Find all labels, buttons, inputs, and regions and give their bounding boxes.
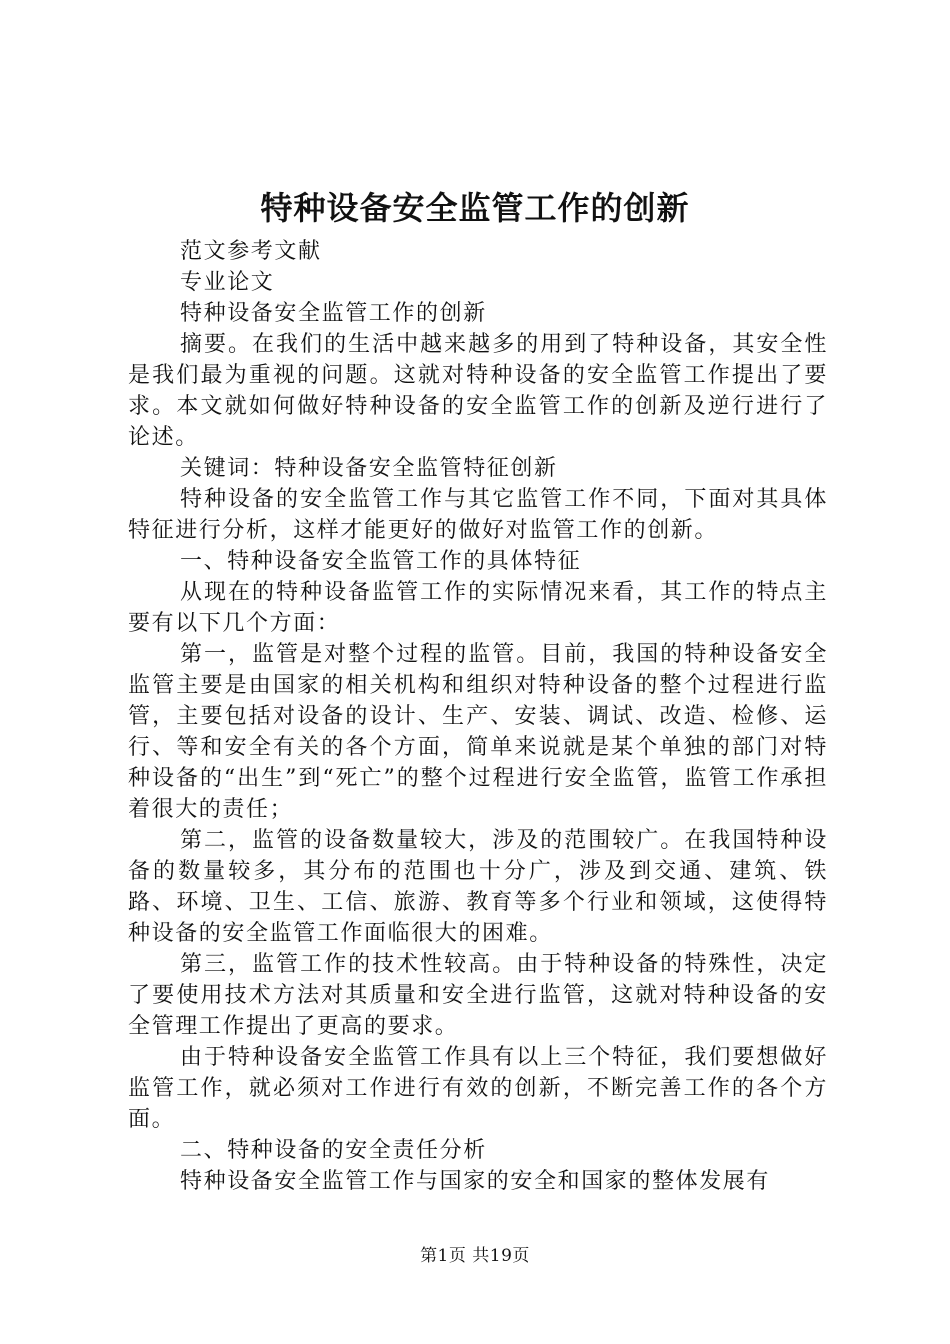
paragraph: 特种设备安全监管工作与国家的安全和国家的整体发展有	[180, 1169, 771, 1194]
paragraph: 从现在的特种设备监管工作的实际情况来看，其工作的特点主要有以下几个方面：	[128, 580, 828, 636]
paragraph: 由于特种设备安全监管工作具有以上三个特征，我们要想做好监管工作，就必须对工作进行有效的创新，不断完善工作的各个方面。	[128, 1045, 828, 1132]
section-heading: 一、特种设备安全监管工作的具体特征	[180, 549, 582, 574]
paragraph: 第二，监管的设备数量较大，涉及的范围较广。在我国特种设备的数量较多，其分布的范围也十分广，涉及到交通、建筑、铁路、环境、卫生、工信、旅游、教育等多个行业和领域，这使得特种设备的安全监管工作面临很大的困难。	[128, 828, 828, 946]
paragraph: 范文参考文献	[180, 239, 322, 264]
abstract-paragraph: 摘要。在我们的生活中越来越多的用到了特种设备，其安全性是我们最为重视的问题。这就对特种设备的安全监管工作提出了要求。本文就如何做好特种设备的安全监管工作的创新及逆行进行了论述。	[128, 332, 828, 450]
paragraph: 第一，监管是对整个过程的监管。目前，我国的特种设备安全监管主要是由国家的相关机构和组织对特种设备的整个过程进行监管，主要包括对设备的设计、生产、安装、调试、改造、检修、运行、等和安全有关的各个方面，简单来说就是某个单独的部门对特种设备的“出生”到“死亡”的整个过程进行安全监管，监管工作承担着很大的责任；	[128, 642, 828, 822]
paragraph: 专业论文	[180, 270, 275, 295]
section-heading: 二、特种设备的安全责任分析	[180, 1138, 487, 1163]
page-footer: 第1页 共19页	[420, 1246, 530, 1266]
document-title: 特种设备安全监管工作的创新	[260, 189, 690, 227]
paragraph: 特种设备的安全监管工作与其它监管工作不同，下面对其具体特征进行分析，这样才能更好的做好对监管工作的创新。	[128, 487, 828, 543]
paragraph: 特种设备安全监管工作的创新	[180, 301, 487, 326]
paragraph: 第三，监管工作的技术性较高。由于特种设备的特殊性，决定了要使用技术方法对其质量和安全进行监管，这就对特种设备的安全管理工作提出了更高的要求。	[128, 952, 828, 1039]
document-body	[128, 236, 828, 1197]
keywords-paragraph: 关键词：特种设备安全监管特征创新	[180, 456, 558, 481]
